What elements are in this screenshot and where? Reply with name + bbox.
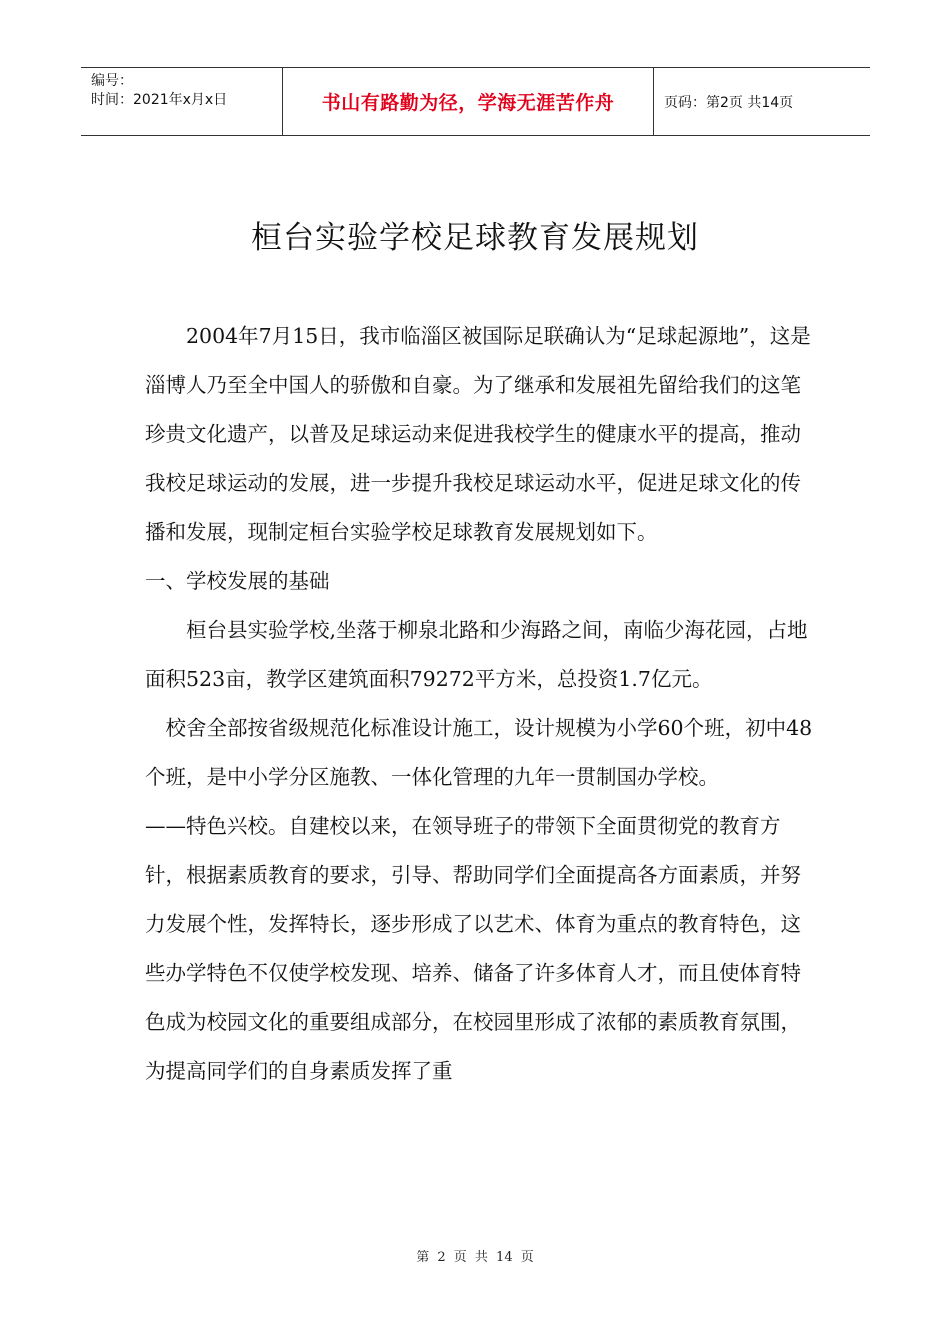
document-header	[81, 67, 870, 136]
paragraph-scale: 校舍全部按省级规范化标准设计施工，设计规模为小学60个班，初中48个班，是中小学分区施教、一体化管理的九年一贯制国办学校。	[145, 716, 813, 789]
paragraph-intro: 2004年7月15日，我市临淄区被国际足联确认为“足球起源地”，这是淄博人乃至全中国人的骄傲和自豪。为了继承和发展祖先留给我们的这笔珍贵文化遗产，以普及足球运动来促进我校学生的健康水平的提高，推动我校足球运动的发展，进一步提升我校足球运动水平，促进足球文化的传播和发展，现制定桓台实验学校足球教育发展规划如下。	[145, 324, 811, 544]
page-footer: 第 2 页 共 14 页	[416, 1250, 534, 1265]
header-page-cell	[654, 68, 870, 135]
section-heading: 一、学校发展的基础	[145, 569, 330, 593]
header-meta-cell	[81, 68, 282, 135]
document-body	[145, 312, 815, 1096]
header-motto-cell	[282, 68, 654, 135]
paragraph-location: 桓台县实验学校,坐落于柳泉北路和少海路之间，南临少海花园，占地面积523亩，教学区建筑面积79272平方米，总投资1.7亿元。	[145, 618, 808, 691]
number-label: 编号：	[91, 73, 133, 89]
time-label: 时间：2021年x月x日	[91, 92, 228, 108]
document-title: 桓台实验学校足球教育发展规划	[251, 220, 699, 256]
motto-text: 书山有路勤为径，学海无涯苦作舟	[321, 92, 615, 114]
page-info: 页码：第2页 共14页	[664, 94, 794, 111]
paragraph-feature: ——特色兴校。自建校以来，在领导班子的带领下全面贯彻党的教育方针，根据素质教育的要求，引导、帮助同学们全面提高各方面素质，并努力发展个性，发挥特长，逐步形成了以艺术、体育为重点的教育特色，这些办学特色不仅使学校发现、培养、储备了许多体育人才，而且使体育特色成为校园文化的重要组成部分，在校园里形成了浓郁的素质教育氛围，为提高同学们的自身素质发挥了重	[145, 814, 801, 1083]
